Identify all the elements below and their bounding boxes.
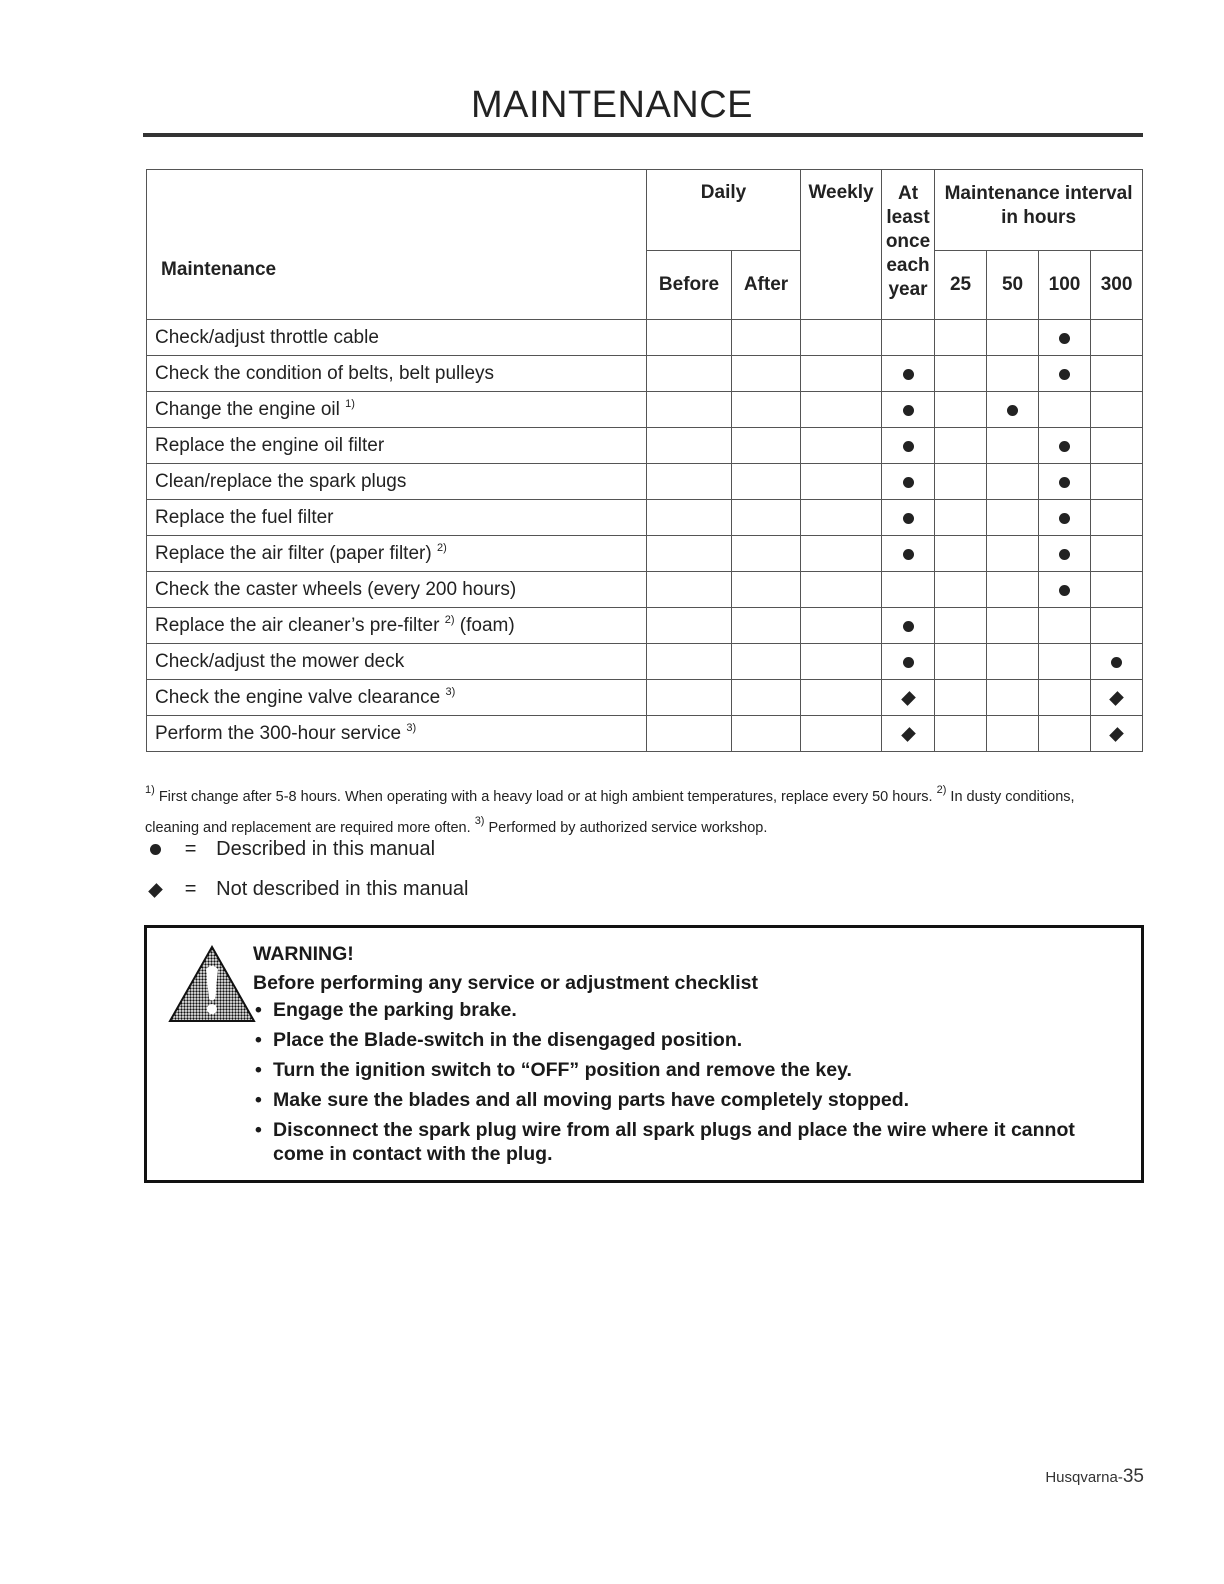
footnote-ref: 3) — [445, 686, 456, 698]
warning-heading: WARNING! — [253, 943, 354, 965]
mark-cell-weekly — [801, 608, 882, 644]
dot-icon — [1111, 657, 1122, 668]
mark-cell-before — [647, 716, 732, 752]
mark-cell-h300 — [1091, 608, 1143, 644]
mark-cell-yearly — [882, 608, 935, 644]
dot-icon — [903, 621, 914, 632]
header-daily: Daily — [647, 170, 801, 251]
mark-cell-weekly — [801, 680, 882, 716]
mark-cell-after — [732, 392, 801, 428]
warning-item: • Engage the parking brake. — [253, 998, 1113, 1022]
mark-cell-before — [647, 680, 732, 716]
mark-cell-before — [647, 572, 732, 608]
diamond-icon — [901, 691, 916, 706]
mark-cell-h50 — [987, 320, 1039, 356]
dot-icon — [1059, 333, 1070, 344]
header-maintenance-interval: Maintenance interval in hours — [935, 170, 1143, 251]
header-after: After — [732, 251, 801, 320]
header-hours-100: 100 — [1039, 251, 1091, 320]
mark-cell-h100 — [1039, 392, 1091, 428]
mark-cell-h300 — [1091, 536, 1143, 572]
mark-cell-after — [732, 428, 801, 464]
legend-dot-row — [145, 838, 435, 861]
table-row — [147, 680, 1143, 716]
mark-cell-h300 — [1091, 464, 1143, 500]
mark-cell-h25 — [935, 644, 987, 680]
task-cell — [147, 680, 647, 716]
mark-cell-yearly — [882, 464, 935, 500]
mark-cell-h50 — [987, 500, 1039, 536]
mark-cell-h100 — [1039, 536, 1091, 572]
dot-icon — [903, 441, 914, 452]
warning-item: • Place the Blade-switch in the disengaged position. — [253, 1028, 1113, 1052]
warning-item: • Disconnect the spark plug wire from all spark plugs and place the wire where it cannot come in contact with the plug. — [253, 1118, 1113, 1166]
page-footer — [1045, 1466, 1144, 1488]
maintenance-schedule-table — [146, 169, 1143, 752]
mark-cell-before — [647, 608, 732, 644]
mark-cell-h300 — [1091, 320, 1143, 356]
mark-cell-h300 — [1091, 356, 1143, 392]
footnote-ref: 2) — [444, 614, 455, 626]
task-cell — [147, 428, 647, 464]
task-label: Clean/replace the spark plugs — [155, 470, 407, 492]
footnote-ref: 2) — [436, 542, 447, 554]
legend-diamond-text: Not described in this manual — [216, 878, 469, 900]
footnote-2: In dusty conditions, cleaning and replacement are required more often. — [145, 789, 1075, 836]
mark-cell-h50 — [987, 716, 1039, 752]
dot-icon — [903, 369, 914, 380]
task-label: Replace the air cleaner’s pre-filter — [155, 615, 440, 636]
footnote-ref: 3) — [406, 722, 417, 734]
header-hours-300: 300 — [1091, 251, 1143, 320]
mark-cell-yearly — [882, 644, 935, 680]
diamond-icon — [145, 878, 165, 901]
mark-cell-yearly — [882, 680, 935, 716]
mark-cell-h300 — [1091, 428, 1143, 464]
task-label: Check the engine valve clearance — [155, 687, 441, 708]
warning-item: • Make sure the blades and all moving parts have completely stopped. — [253, 1088, 1113, 1112]
mark-cell-before — [647, 428, 732, 464]
mark-cell-h100 — [1039, 608, 1091, 644]
page-title: MAINTENANCE — [470, 84, 754, 126]
footnote-1-marker: 1) — [145, 784, 155, 796]
mark-cell-before — [647, 392, 732, 428]
mark-cell-before — [647, 320, 732, 356]
legend-dot-text: Described in this manual — [216, 838, 436, 860]
task-label: Replace the air filter (paper filter) — [155, 543, 432, 564]
warning-box — [144, 925, 1144, 1183]
dot-icon — [1059, 441, 1070, 452]
mark-cell-h100 — [1039, 428, 1091, 464]
mark-cell-weekly — [801, 428, 882, 464]
mark-cell-yearly — [882, 572, 935, 608]
table-row — [147, 392, 1143, 428]
dot-icon — [1059, 585, 1070, 596]
mark-cell-h100 — [1039, 500, 1091, 536]
mark-cell-yearly — [882, 716, 935, 752]
footnote-2-marker: 2) — [936, 784, 947, 796]
mark-cell-after — [732, 356, 801, 392]
mark-cell-h25 — [935, 572, 987, 608]
dot-icon — [903, 477, 914, 488]
task-label-tail: (foam) — [459, 615, 515, 636]
task-label: Change the engine oil — [155, 399, 340, 420]
table-row — [147, 428, 1143, 464]
mark-cell-after — [732, 500, 801, 536]
task-label: Perform the 300-hour service — [155, 723, 402, 744]
mark-cell-h100 — [1039, 680, 1091, 716]
mark-cell-yearly — [882, 536, 935, 572]
diamond-icon — [1109, 691, 1124, 706]
diamond-icon — [901, 727, 916, 742]
mark-cell-h25 — [935, 428, 987, 464]
mark-cell-h100 — [1039, 320, 1091, 356]
dot-icon — [1007, 405, 1018, 416]
warning-triangle-icon — [168, 945, 256, 1023]
mark-cell-h25 — [935, 356, 987, 392]
dot-icon — [1059, 513, 1070, 524]
maintenance-table-body — [147, 320, 1143, 752]
mark-cell-weekly — [801, 572, 882, 608]
mark-cell-h25 — [935, 716, 987, 752]
task-cell — [147, 392, 647, 428]
legend-equals: = — [184, 838, 197, 860]
header-before: Before — [647, 251, 732, 320]
warning-text — [253, 940, 1113, 1172]
mark-cell-h300 — [1091, 680, 1143, 716]
task-cell — [147, 464, 647, 500]
mark-cell-yearly — [882, 356, 935, 392]
warning-subheading: Before performing any service or adjustment checklist — [253, 972, 759, 994]
mark-cell-h25 — [935, 320, 987, 356]
dot-icon — [903, 513, 914, 524]
mark-cell-weekly — [801, 464, 882, 500]
warning-item: • Turn the ignition switch to “OFF” position and remove the key. — [253, 1058, 1113, 1082]
mark-cell-h300 — [1091, 716, 1143, 752]
footnote-ref: 1) — [345, 398, 355, 410]
table-row — [147, 356, 1143, 392]
mark-cell-h25 — [935, 392, 987, 428]
mark-cell-h100 — [1039, 572, 1091, 608]
table-row — [147, 320, 1143, 356]
table-row — [147, 644, 1143, 680]
mark-cell-h50 — [987, 644, 1039, 680]
warning-checklist — [253, 998, 1113, 1166]
mark-cell-h50 — [987, 680, 1039, 716]
mark-cell-h25 — [935, 608, 987, 644]
header-at-least-once-each-year: At least once each year — [882, 170, 935, 320]
table-row — [147, 464, 1143, 500]
diamond-icon — [1109, 727, 1124, 742]
mark-cell-h50 — [987, 572, 1039, 608]
task-label: Check the caster wheels (every 200 hours) — [155, 578, 517, 600]
mark-cell-h300 — [1091, 572, 1143, 608]
mark-cell-h100 — [1039, 644, 1091, 680]
mark-cell-yearly — [882, 320, 935, 356]
task-cell — [147, 572, 647, 608]
task-cell — [147, 356, 647, 392]
dot-icon — [903, 549, 914, 560]
task-label: Replace the fuel filter — [155, 506, 334, 528]
task-cell — [147, 608, 647, 644]
mark-cell-before — [647, 356, 732, 392]
mark-cell-before — [647, 536, 732, 572]
dot-icon — [1059, 477, 1070, 488]
mark-cell-h100 — [1039, 464, 1091, 500]
dot-icon — [1059, 369, 1070, 380]
mark-cell-h50 — [987, 608, 1039, 644]
mark-cell-h50 — [987, 536, 1039, 572]
mark-cell-before — [647, 500, 732, 536]
mark-cell-after — [732, 572, 801, 608]
page-number: 35 — [1122, 1466, 1144, 1487]
mark-cell-h50 — [987, 392, 1039, 428]
mark-cell-after — [732, 716, 801, 752]
mark-cell-weekly — [801, 536, 882, 572]
task-label: Check/adjust throttle cable — [155, 326, 379, 348]
dot-icon — [903, 405, 914, 416]
mark-cell-weekly — [801, 716, 882, 752]
table-row — [147, 716, 1143, 752]
mark-cell-weekly — [801, 500, 882, 536]
mark-cell-after — [732, 464, 801, 500]
table-row — [147, 608, 1143, 644]
mark-cell-h25 — [935, 680, 987, 716]
mark-cell-weekly — [801, 644, 882, 680]
header-weekly: Weekly — [801, 170, 882, 320]
mark-cell-after — [732, 644, 801, 680]
header-hours-25: 25 — [935, 251, 987, 320]
mark-cell-h50 — [987, 428, 1039, 464]
footnote-3: Performed by authorized service workshop. — [488, 820, 768, 836]
mark-cell-yearly — [882, 428, 935, 464]
task-cell — [147, 716, 647, 752]
task-cell — [147, 500, 647, 536]
mark-cell-after — [732, 320, 801, 356]
mark-cell-h50 — [987, 356, 1039, 392]
header-hours-50: 50 — [987, 251, 1039, 320]
dot-icon — [903, 657, 914, 668]
dot-icon — [1059, 549, 1070, 560]
mark-cell-h300 — [1091, 392, 1143, 428]
task-cell — [147, 536, 647, 572]
mark-cell-h25 — [935, 464, 987, 500]
mark-cell-weekly — [801, 320, 882, 356]
mark-cell-before — [647, 644, 732, 680]
title-rule — [143, 133, 1143, 137]
mark-cell-h25 — [935, 536, 987, 572]
task-label: Check/adjust the mower deck — [155, 650, 405, 672]
mark-cell-h100 — [1039, 716, 1091, 752]
footnotes — [145, 778, 1105, 840]
footnote-3-marker: 3) — [474, 815, 485, 827]
legend-diamond-row — [145, 878, 468, 901]
legend-equals: = — [184, 878, 197, 900]
mark-cell-after — [732, 608, 801, 644]
task-label: Check the condition of belts, belt pulleys — [155, 362, 495, 384]
mark-cell-after — [732, 680, 801, 716]
footer-brand: Husqvarna- — [1045, 1469, 1123, 1486]
footnote-1: First change after 5-8 hours. When operating with a heavy load or at high ambient temperatures, replace every 50 hours. — [158, 789, 933, 805]
mark-cell-h100 — [1039, 356, 1091, 392]
mark-cell-h50 — [987, 464, 1039, 500]
task-cell — [147, 644, 647, 680]
mark-cell-h300 — [1091, 644, 1143, 680]
mark-cell-yearly — [882, 392, 935, 428]
dot-icon — [145, 838, 165, 861]
table-row — [147, 572, 1143, 608]
mark-cell-yearly — [882, 500, 935, 536]
task-label: Replace the engine oil filter — [155, 434, 385, 456]
header-maintenance: Maintenance — [147, 170, 647, 320]
mark-cell-h25 — [935, 500, 987, 536]
mark-cell-weekly — [801, 392, 882, 428]
mark-cell-h300 — [1091, 500, 1143, 536]
table-row — [147, 536, 1143, 572]
mark-cell-before — [647, 464, 732, 500]
table-row — [147, 500, 1143, 536]
mark-cell-weekly — [801, 356, 882, 392]
task-cell — [147, 320, 647, 356]
mark-cell-after — [732, 536, 801, 572]
